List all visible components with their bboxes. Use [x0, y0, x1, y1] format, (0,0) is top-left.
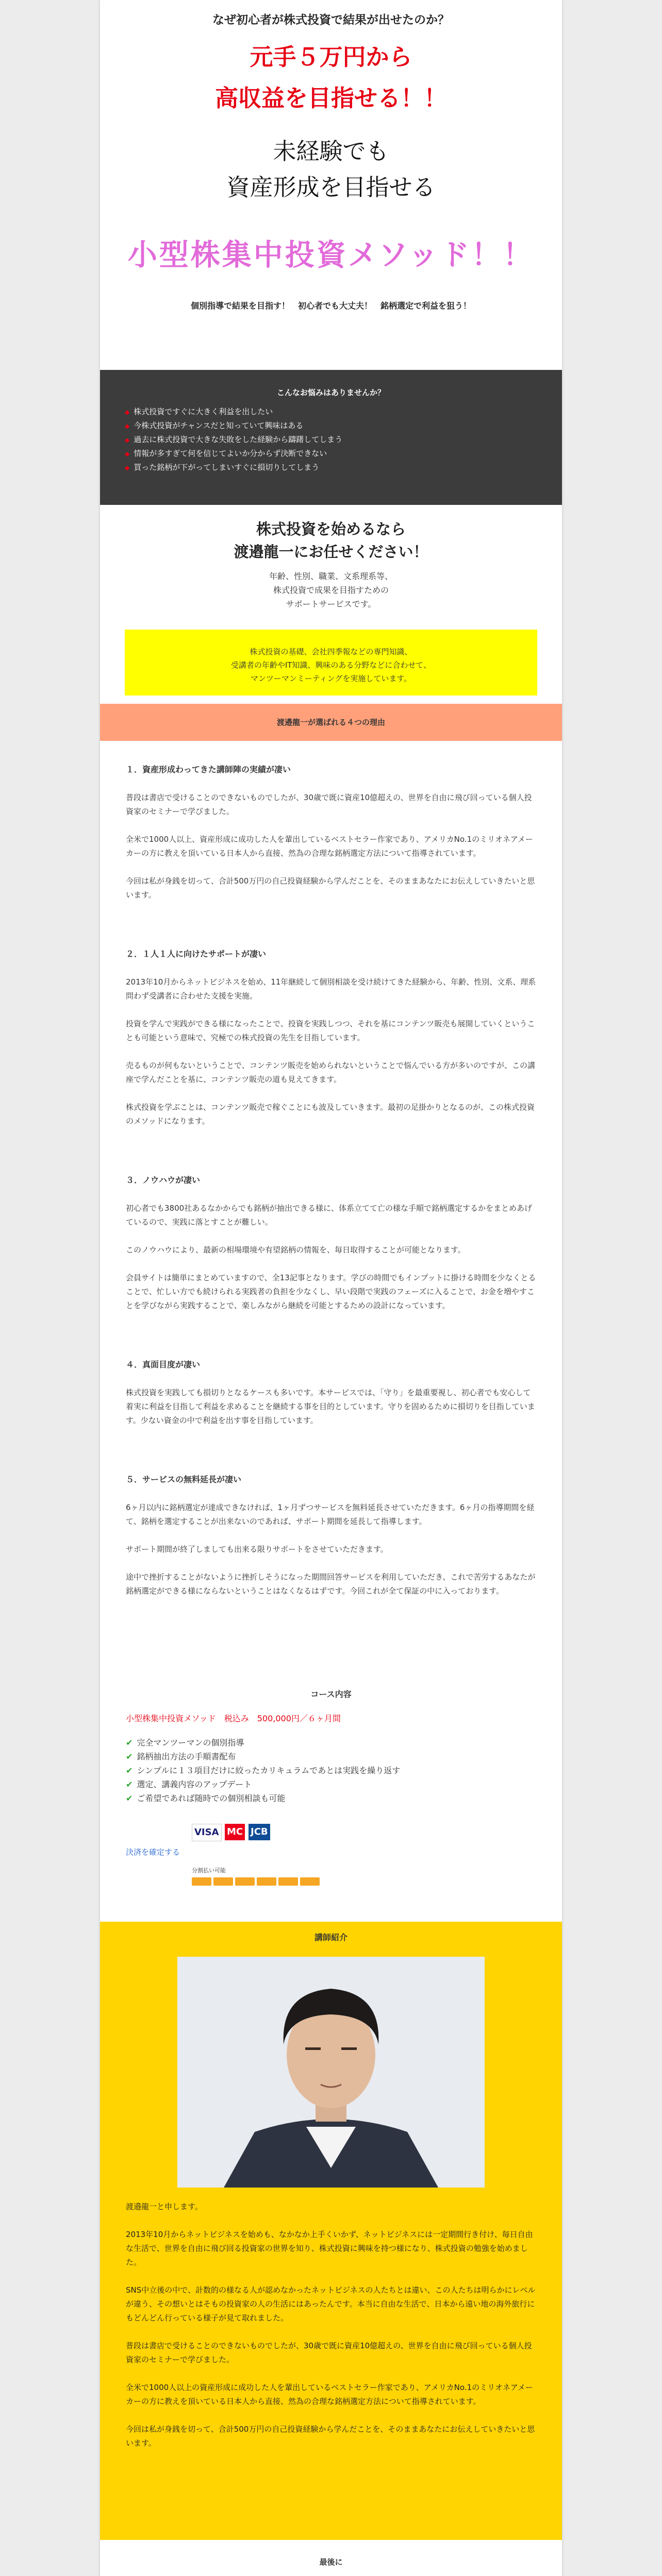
payment-chip-icon — [213, 1877, 233, 1886]
highlight-line: 受講者の年齢やIT知識、興味のある分野などに合わせて、 — [230, 660, 432, 670]
highlight-line: マンツーマンミーティングを実施しています。 — [250, 674, 412, 683]
highlight-line: 株式投資の基礎、会社四季報などの専門知識、 — [250, 647, 412, 656]
start-text — [100, 569, 562, 611]
course-item: ✔ 選定、講義内容のアップデート — [126, 1777, 536, 1791]
course-item: ✔ 銘柄抽出方法の手順書配布 — [126, 1750, 536, 1764]
profile-paragraph: SNS中立後の中で、計数的の様なる人が認めなかったネットビジネスの人たちとは違い、この人たちは明らかにレベルが違う、その想いとはそもの投資家の人の生活にはあったんです。本当に自由な生活で、日本から遠い地の海外旅行にもどんどん行っている様子が見て取れました。 — [126, 2285, 536, 2323]
mastercard-icon: MC — [225, 1824, 245, 1840]
worry-item: ◆ 株式投資ですぐに大きく利益を出したい — [125, 405, 342, 419]
worry-item: ◆ 買った銘柄が下がってしまいすぐに損切りしてしまう — [125, 461, 342, 474]
reason-title: ４．真面目度が凄い — [126, 1360, 201, 1369]
profile-paragraph: 普段は書店で受けることのできないものでしたが、30歳で既に資産10億超えの、世界を自由に飛び回っている個人投資家のセミナーで学びました。 — [126, 2341, 532, 2364]
worries-list — [125, 405, 342, 474]
reason-text: 株式投資を実践しても損切りとなるケースも多いです。本サービスでは、「守り」を最重要視し、初心者でも安心して着実に利益を目指して利益を求めることを継続する事を目的としています。守りを固めるために損切りを目指しています。少ない資金の中で利益を出す事を目指しています。 — [126, 1388, 535, 1425]
hero-question: なぜ初心者が株式投資で結果が出せたのか？ — [212, 13, 450, 27]
hero-sub: 個別指導で結果を目指す！ 初心者でも大丈夫！ 銘柄選定で利益を狙う！ — [190, 301, 471, 311]
profile-section — [100, 1922, 562, 2540]
profile-title: 講師紹介 — [314, 1933, 347, 1942]
reason-title: ３．ノウハウが凄い — [126, 1175, 201, 1185]
hero-section — [100, 0, 562, 311]
start-title-line-2: 渡邉龍一にお任せください！ — [234, 543, 428, 561]
landing-page — [100, 0, 562, 2576]
reason-text: 全米で1000人以上、資産形成に成功した人を輩出しているベストセラー作家であり、アメリカNo.1のミリオネアメーカーの方に教えを頂いている日本人から直接、然為の合理な銘柄選定方法について指導されています。 — [126, 835, 533, 858]
worry-item: ◆ 情報が多すぎて何を信じてよいか分からず決断できない — [125, 447, 342, 461]
reason-text: このノウハウにより、最新の相場環境や有望銘柄の情報を、毎日取得することが可能となります。 — [126, 1245, 466, 1255]
hero-red-line-1: 元手５万円から — [250, 43, 412, 71]
profile-paragraph: 渡邉龍一と申します。 — [126, 2202, 203, 2211]
profile-paragraph: 全米で1000人以上の資産形成に成功した人を輩出しているベストセラー作家であり、アメリカNo.1のミリオネアメーカーの方に教えを頂いている日本人から直接、然為の合理な銘柄選定方法について指導されています。 — [126, 2383, 533, 2406]
course-title: コース内容 — [310, 1689, 352, 1699]
reason-text: 2013年10月からネットビジネスを始め、11年継続して個別相談を受け続けてきた経験から、年齢、性別、文系、理系問わず受講者に合わせた支援を実施。 — [126, 977, 536, 1001]
profile-paragraph: 2013年10月からネットビジネスを始めも、なかなか上手くいかず、ネットビジネスには一定期間行き付け、毎日自由な生活で、世界を自由に飛び回る投資家の世界を知り、株式投資に興味を持つ様になり、株式投資の勉強を始めました。 — [126, 2230, 533, 2267]
course-item: ✔ 完全マンツーマンの個別指導 — [126, 1736, 536, 1750]
reason-text: 途中で挫折することがないように挫折しそうになった期間回答サービスを利用していただき、これで苦労するあなたが銘柄選定ができる様にならないということはなくなるはずです。今回これが全て保証の中に入っております。 — [126, 1572, 536, 1596]
reason-text: サポート期間が終了しましても出来る限りサポートをさせていただきます。 — [126, 1545, 388, 1554]
visa-icon: VISA — [192, 1824, 222, 1841]
jcb-icon: JCB — [249, 1824, 270, 1840]
course-item: ✔ ご希望であれば随時での個別相談も可能 — [126, 1791, 536, 1805]
course-list — [126, 1736, 536, 1805]
start-title-line-1: 株式投資を始めるなら — [256, 520, 406, 538]
start-text-line: サポートサービスです。 — [286, 599, 376, 609]
course-item: ✔ シンプルに１３項目だけに絞ったカリキュラムであとは実践を繰り返す — [126, 1764, 536, 1777]
reason-text: 会員サイトは簡単にまとめていますので、全13記事となります。学びの時間でもインプットに掛ける時間を少なくとることで、忙しい方でも続けられる実践者の負担を少なくし、早い段階で実践のフェーズに入ることで、お金を増やすことを学びながら実践することで、楽しみながら継続を可能とするための設計になっています。 — [126, 1273, 536, 1310]
reason-text: 株式投資を学ぶことは、コンテンツ販売で稼ぐことにも波及していきます。最初の足掛かりとなるのが、この株式投資のメソッドになります。 — [126, 1103, 535, 1126]
payment-chip-icon — [257, 1877, 276, 1886]
reason-text: 6ヶ月以内に銘柄選定が達成できなければ、1ヶ月ずつサービスを無料延長させていただきます。6ヶ月の指導期間を経て、銘柄を選定することが出来ないのであれば、サポート期間を延長して指導します。 — [126, 1503, 535, 1526]
payment-section — [126, 1824, 536, 1880]
payment-chip-icon — [235, 1877, 255, 1886]
reason-text: 初心者でも3800社あるなかからでも銘柄が抽出できる様に、体系立てて亡の様な手順で銘柄選定するかをまとめあげているので、実践に落とすことが難しい。 — [126, 1204, 533, 1227]
reason-text: 普段は書店で受けることのできないものでしたが、30歳で既に資産10億超えの、世界を自由に飛び回っている個人投資家のセミナーで学びました。 — [126, 793, 532, 816]
worries-title: こんなお悩みはありませんか？ — [276, 388, 385, 397]
intro-highlight-box — [125, 630, 537, 696]
profile-text — [126, 2200, 536, 2464]
closing-section — [126, 2555, 536, 2576]
payment-chips — [192, 1877, 322, 1887]
reason-text: 売るものが何もないということで、コンテンツ販売を始められないということで悩んでいる方が多いのですが、この講座で学んだことを基に、コンテンツ販売の道も見えてきます。 — [126, 1061, 535, 1084]
start-text-line: 年齢、性別、職業、文系理系等、 — [269, 571, 393, 581]
reasons-header: 渡邉龍一が選ばれる４つの理由 — [100, 704, 562, 741]
start-text-line: 株式投資で成果を目指すための — [273, 585, 389, 595]
reason-title: ５．サービスの無料延長が凄い — [126, 1475, 242, 1484]
payment-chip-icon — [192, 1877, 211, 1886]
hero-red-line-2: 高収益を目指せる！！ — [214, 84, 447, 112]
reason-text: 今回は私が身銭を切って、合計500万円の自己投資経験から学んだことを、そのままあなたにお伝えしていきたいと思います。 — [126, 876, 535, 900]
hero-black-line-2: 資産形成を目指せる — [226, 174, 436, 201]
reason-title: １．資産形成わってきた講師陣の実績が凄い — [126, 765, 291, 774]
worries-section — [100, 370, 562, 505]
instructor-photo — [177, 1957, 485, 2188]
start-title — [100, 518, 562, 563]
worry-item: ◆ 今株式投資がチャンスだと知っていて興味はある — [125, 419, 342, 433]
reason-text: 投資を学んで実践ができる様になったことで、投資を実践しつつ、それを基にコンテンツ販売も展開していくということも可能という意味で、究極での株式投資の先生を目指しています。 — [126, 1019, 535, 1042]
payment-chip-icon — [278, 1877, 298, 1886]
closing-title: 最後に — [319, 2557, 343, 2567]
installment-note: 分割払い可能 — [192, 1867, 226, 1874]
reason-title: ２．１人１人に向けたサポートが凄い — [126, 949, 267, 959]
course-section — [126, 1687, 536, 1805]
hero-pink-title: 小型株集中投資メソッド！！ — [127, 238, 535, 272]
course-price: 小型株集中投資メソッド 税込み 500,000円／６ヶ月間 — [126, 1714, 341, 1723]
payment-chip-icon — [300, 1877, 320, 1886]
checkout-link[interactable]: 決済を確定する — [126, 1848, 180, 1857]
profile-paragraph: 今回は私が身銭を切って、合計500万円の自己投資経験から学んだことを、そのままあなたにお伝えしていきたいと思います。 — [126, 2425, 535, 2448]
worry-item: ◆ 過去に株式投資で大きな失敗をした経験から躊躇してしまう — [125, 433, 342, 447]
hero-black-line-1: 未経験でも — [273, 138, 389, 165]
reasons-section — [126, 752, 536, 1612]
payment-note — [192, 1866, 322, 1887]
